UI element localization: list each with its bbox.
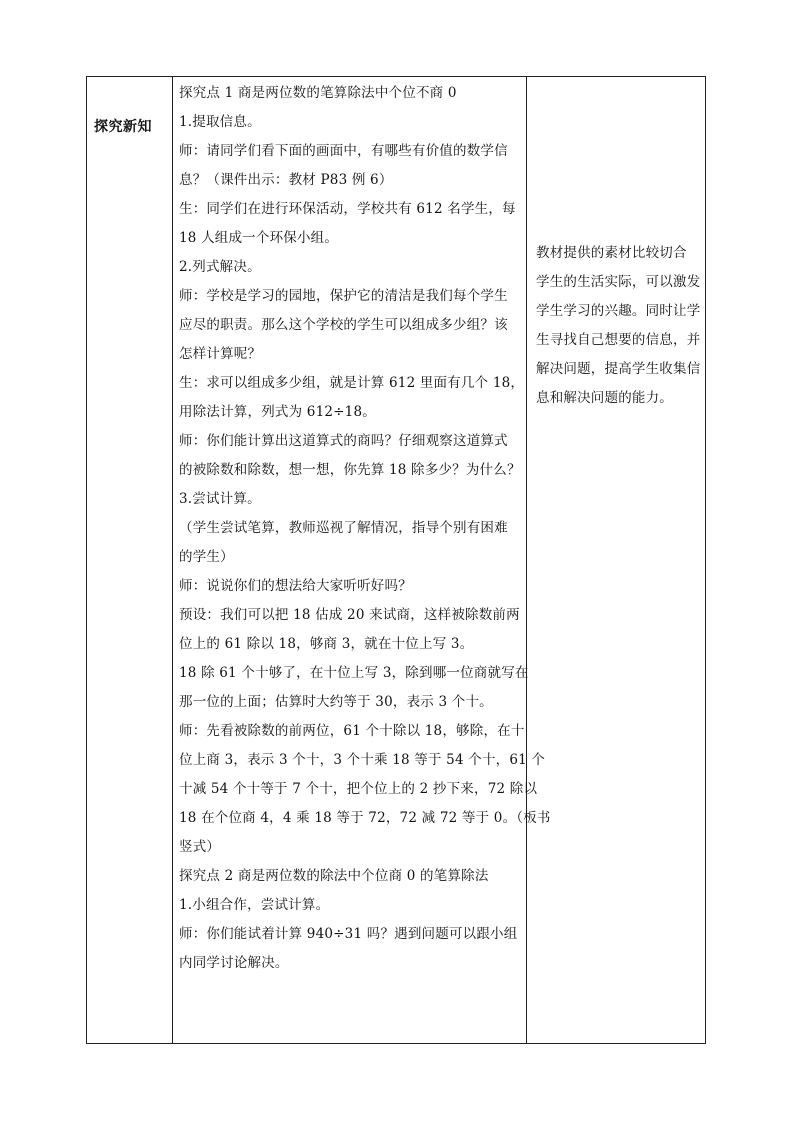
text-line: 生：求可以组成多少组，就是计算 612 里面有几个 18，	[179, 375, 525, 391]
note-line: 解决问题，提高学生收集信	[536, 361, 701, 377]
text-line: 应尽的职责。那么这个学校的学生可以组成多少组？该	[179, 317, 508, 333]
text-line: 18 除 61 个十够了，在十位上写 3，除到哪一位商就写在	[179, 665, 529, 681]
text-line: 师：先看被除数的前两位，61 个十除以 18，够除，在十	[179, 723, 525, 739]
text-line: 生：同学们在进行环保活动，学校共有 612 名学生，每	[179, 201, 516, 217]
text-line: 师：你们能试着计算 940÷31 吗？遇到问题可以跟小组	[179, 926, 518, 942]
text-line: 内同学讨论解决。	[179, 955, 289, 971]
design-intent-cell	[526, 77, 707, 1043]
text-line: 那一位的上面；估算时大约等于 30，表示 3 个十。	[179, 694, 493, 710]
text-line: 探究点 2 商是两位数的除法中个位商 0 的笔算除法	[179, 868, 489, 884]
text-line: 师：你们能计算出这道算式的商吗？仔细观察这道算式	[179, 433, 508, 449]
text-line: 位上商 3，表示 3 个十，3 个十乘 18 等于 54 个十，61 个	[179, 752, 546, 768]
teaching-process-cell	[172, 77, 551, 1043]
text-line: 师：学校是学习的园地，保护它的清洁是我们每个学生	[179, 288, 508, 304]
section-label-cell	[87, 77, 172, 1043]
note-line: 生寻找自己想要的信息，并	[536, 332, 701, 348]
text-line: 2.列式解决。	[179, 259, 261, 275]
text-line: 18 在个位商 4，4 乘 18 等于 72，72 减 72 等于 0。（板书	[179, 810, 551, 826]
text-line: 师：说说你们的想法给大家听听好吗？	[179, 578, 412, 594]
lesson-table	[86, 76, 706, 1044]
text-line: 的学生）	[179, 549, 234, 565]
text-line: 师：请同学们看下面的画面中，有哪些有价值的数学信	[179, 143, 508, 159]
text-line: 1.提取信息。	[179, 114, 261, 130]
note-line: 学生学习的兴趣。同时让学	[536, 303, 701, 319]
text-line: 怎样计算呢？	[179, 346, 262, 362]
text-line: （学生尝试笔算，教师巡视了解情况，指导个别有困难	[179, 520, 508, 536]
text-line: 1.小组合作，尝试计算。	[179, 897, 330, 913]
text-line: 十减 54 个十等于 7 个十，把个位上的 2 抄下来，72 除以	[179, 781, 538, 797]
text-line: 位上的 61 除以 18，够商 3，就在十位上写 3。	[179, 636, 474, 652]
text-line: 竖式）	[179, 839, 221, 855]
text-line: 探究点 1 商是两位数的笔算除法中个位不商 0	[179, 85, 457, 101]
text-line: 息？（课件出示：教材 P83 例 6）	[179, 172, 393, 188]
text-line: 预设：我们可以把 18 估成 20 来试商，这样被除数前两	[179, 607, 520, 623]
note-line: 教材提供的素材比较切合	[536, 245, 687, 261]
text-line: 用除法计算，列式为 612÷18。	[179, 404, 376, 420]
section-label: 探究新知	[94, 119, 152, 135]
note-line: 学生的生活实际，可以激发	[536, 274, 701, 290]
text-line: 3.尝试计算。	[179, 491, 261, 507]
text-line: 的被除数和除数，想一想，你先算 18 除多少？为什么？	[179, 462, 521, 478]
note-line: 息和解决问题的能力。	[536, 390, 673, 406]
text-line: 18 人组成一个环保小组。	[179, 230, 339, 246]
